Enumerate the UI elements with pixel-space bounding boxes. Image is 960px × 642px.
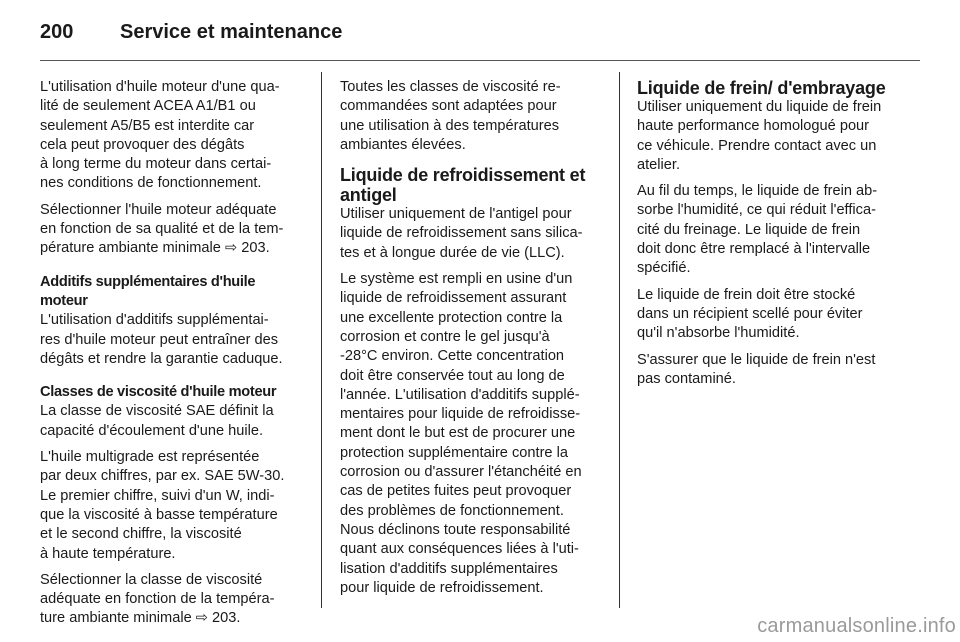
heading-viscosity-classes: Classes de viscosité d'huile moteur bbox=[40, 384, 277, 401]
page-number: 200 bbox=[40, 21, 74, 43]
paragraph-brake-fluid-use: Utiliser uniquement du liquide de frein haute performance homologué pour ce véhicule. Prendre contact avec un atelier. bbox=[637, 99, 882, 173]
paragraph-multigrade: L'huile multigrade est représentée par deux chiffres, par ex. SAE 5W-30. Le premier chiffre, suivi d'un W, indi- que la viscosité à basse température et le second chiffre, la viscosité à haute température. bbox=[40, 449, 285, 562]
paragraph-select-viscosity: Sélectionner la classe de viscosité adéquate en fonction de la tempéra- ture ambiante minimale ⇨ 203. bbox=[40, 571, 275, 627]
column-1 bbox=[40, 78, 308, 636]
page-header bbox=[40, 18, 920, 58]
paragraph-viscosity-high-temp: Toutes les classes de viscosité re- commandées sont adaptées pour une utilisation à des températures ambiantes élevées. bbox=[340, 79, 561, 153]
header-divider bbox=[40, 60, 920, 61]
watermark: carmanualsonline.info bbox=[757, 615, 956, 637]
column-2 bbox=[340, 78, 608, 605]
column-divider-1 bbox=[321, 72, 322, 608]
paragraph-select-oil: Sélectionner l'huile moteur adéquate en fonction de sa qualité et de la tem- pérature ambiante minimale ⇨ 203. bbox=[40, 201, 284, 257]
page-title: Service et maintenance bbox=[120, 21, 343, 43]
paragraph-additifs: L'utilisation d'additifs supplémentai- res d'huile moteur peut entraîner des dégâts et rendre la garantie caduque. bbox=[40, 312, 283, 367]
paragraph-coolant-system: Le système est rempli en usine d'un liquide de refroidissement assurant une excellente protection contre la corrosion et contre le gel jusqu'à -28°C environ. Cette concentration doit être conservée tout au long de l'année. L'utilisation d'additifs supplé- mentaires pour liquide de refroidisse- ment dont le but est de procurer une protection supplémentaire contre la corrosion ou d'assurer l'étanchéité en cas de petites fuites peut provoquer des problèmes de fonctionnement. Nous déclinons toute responsabilité quant aux conséquences liées à l'uti- lisation d'additifs supplémentaires pour liquide de refroidissement. bbox=[340, 271, 582, 596]
heading-additifs: Additifs supplémentaires d'huile moteur bbox=[40, 273, 256, 309]
paragraph-brake-fluid-storage: Le liquide de frein doit être stocké dans un récipient scellé pour éviter qu'il n'absorbe l'humidité. bbox=[637, 286, 863, 342]
column-divider-2 bbox=[619, 72, 620, 608]
paragraph-sae-class: La classe de viscosité SAE définit la capacité d'écoulement d'une huile. bbox=[40, 403, 274, 439]
column-3 bbox=[637, 78, 903, 396]
paragraph-brake-fluid-contamination: S'assurer que le liquide de frein n'est pas contaminé. bbox=[637, 351, 876, 387]
heading-brake-fluid: Liquide de frein/ d'embrayage bbox=[637, 78, 886, 98]
paragraph-acea-warning: L'utilisation d'huile moteur d'une qua- lité de seulement ACEA A1/B1 ou seulement A5/B5 est interdite car cela peut provoquer des dégâts à long terme du moteur dans certai- nes conditions de fonctionnement. bbox=[40, 79, 280, 192]
paragraph-antifreeze: Utiliser uniquement de l'antigel pour liquide de refroidissement sans silica- tes et à longue durée de vie (LLC). bbox=[340, 206, 583, 261]
heading-coolant: Liquide de refroidissement et antigel bbox=[340, 165, 586, 206]
paragraph-brake-fluid-humidity: Au fil du temps, le liquide de frein ab- sorbe l'humidité, ce qui réduit l'effica- cité du freinage. Le liquide de frein doit donc être remplacé à l'intervalle spécifié. bbox=[637, 183, 878, 277]
